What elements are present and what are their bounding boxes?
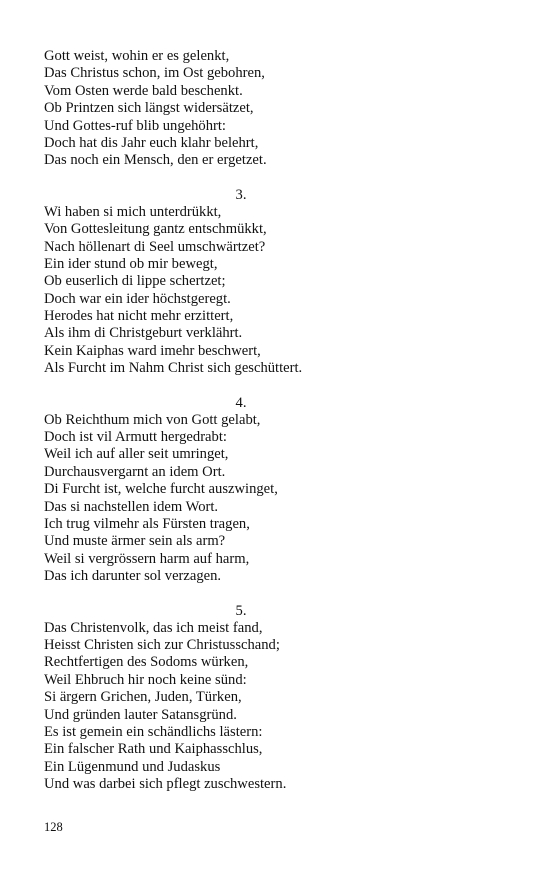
poem-line: Und gründen lauter Satansgründ. — [44, 706, 237, 723]
poem-line: Ob Reichthum mich von Gott gelabt, — [44, 411, 261, 428]
poem-line: Gott weist, wohin er es gelenkt, — [44, 48, 230, 64]
poem-line: Als Furcht im Nahm Christ sich geschüttert. — [44, 360, 303, 377]
poem-line: Und was darbei sich pflegt zuschwestern. — [44, 776, 287, 793]
poem-line: Herodes hat nicht mehr erzittert, — [44, 308, 234, 325]
stanza-number: 5. — [235, 602, 247, 619]
poem-line: Doch hat dis Jahr euch klahr belehrt, — [44, 134, 259, 151]
poem-line: Es ist gemein ein schändlichs lästern: — [44, 723, 263, 740]
poem-page — [44, 48, 506, 793]
poem-line: Als ihm di Christgeburt verklährt. — [44, 325, 243, 342]
poem-line: Ich trug vilmehr als Fürsten tragen, — [44, 515, 250, 532]
poem-line: Das si nachstellen idem Wort. — [44, 498, 219, 515]
stanza-3 — [44, 186, 506, 378]
poem-line: Doch war ein ider höchstgeregt. — [44, 290, 231, 307]
poem-line: Ein falscher Rath und Kaiphasschlus, — [44, 741, 263, 758]
poem-line: Di Furcht ist, welche furcht auszwinget, — [44, 481, 278, 498]
poem-line: Ein Lügenmund und Judaskus — [44, 758, 221, 775]
poem-line: Weil Ehbruch hir noch keine sünd: — [44, 671, 247, 688]
poem-line: Das Christus schon, im Ost gebohren, — [44, 65, 265, 82]
poem-line: Heisst Christen sich zur Christusschand; — [44, 636, 280, 653]
poem-line: Weil ich auf aller seit umringet, — [44, 446, 229, 463]
stanza-number: 4. — [235, 394, 247, 411]
poem-line: Doch ist vil Armutt hergedrabt: — [44, 429, 227, 446]
stanza-4 — [44, 394, 506, 586]
poem-line: Durchausvergarnt an idem Ort. — [44, 463, 226, 480]
poem-line: Weil si vergrössern harm auf harm, — [44, 550, 250, 567]
poem-line: Von Gottesleitung gantz entschmükkt, — [44, 221, 267, 238]
poem-line: Das ich darunter sol verzagen. — [44, 568, 222, 585]
poem-line: Rechtfertigen des Sodoms würken, — [44, 654, 249, 671]
poem-line: Si ärgern Grichen, Juden, Türken, — [44, 689, 242, 706]
poem-line: Nach höllenart di Seel umschwärtzet? — [44, 238, 266, 255]
poem-line: Und Gottes-ruf blib ungehöhrt: — [44, 117, 226, 134]
stanza-continued — [44, 48, 506, 170]
poem-line: Kein Kaiphas ward imehr beschwert, — [44, 342, 261, 359]
stanza-5 — [44, 602, 506, 794]
poem-line: Vom Osten werde bald beschenkt. — [44, 82, 243, 99]
poem-line: Ein ider stund ob mir bewegt, — [44, 255, 218, 272]
poem-line: Wi haben si mich unterdrükkt, — [44, 203, 222, 220]
poem-line: Ob euserlich di lippe schertzet; — [44, 273, 226, 290]
poem-line: Das Christenvolk, das ich meist fand, — [44, 619, 263, 636]
poem-line: Ob Printzen sich längst widersätzet, — [44, 100, 254, 117]
poem-line: Das noch ein Mensch, den er ergetzet. — [44, 152, 267, 169]
stanza-number: 3. — [235, 186, 247, 203]
poem-line: Und muste ärmer sein als arm? — [44, 533, 226, 550]
page-number: 128 — [44, 820, 63, 834]
